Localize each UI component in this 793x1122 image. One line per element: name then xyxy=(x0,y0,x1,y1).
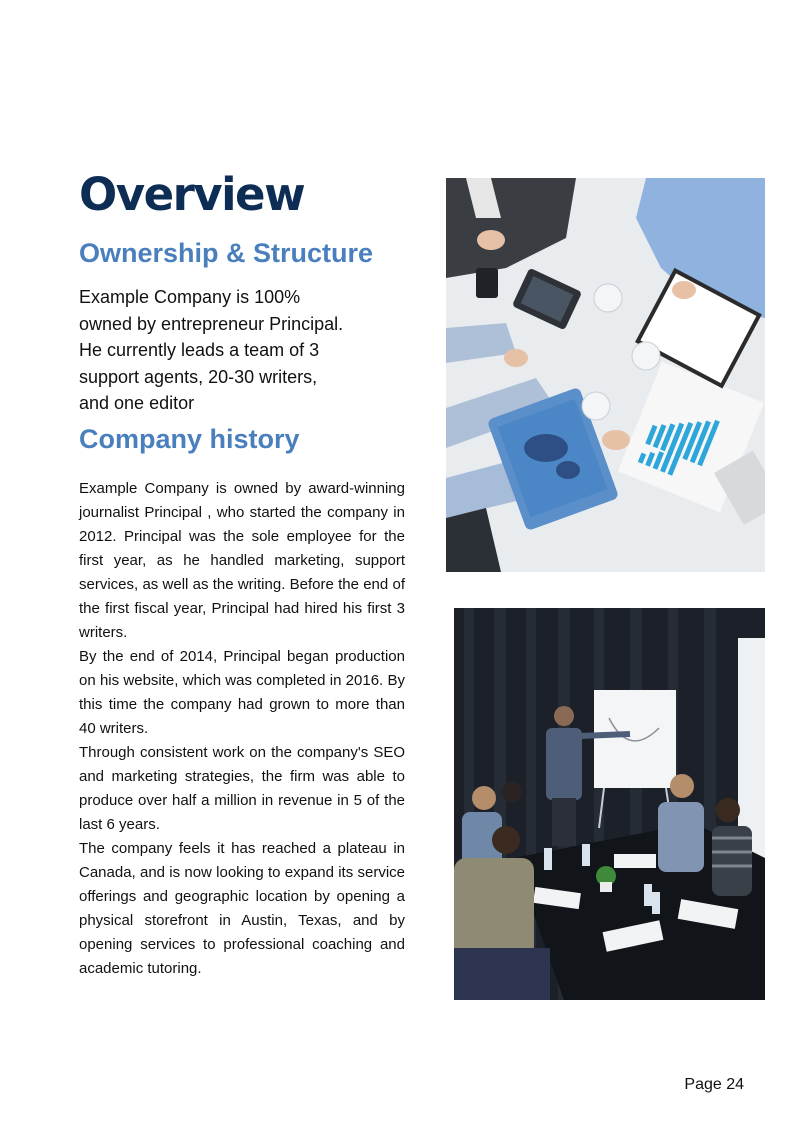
ownership-line: and one editor xyxy=(79,393,195,413)
presentation-photo xyxy=(454,608,765,1000)
history-paragraph: By the end of 2014, Principal began production on his website, which was completed in 2016. By this time the company had grown to more than 40 writers. xyxy=(79,648,405,737)
ownership-line: support agents, 20-30 writers, xyxy=(79,366,318,387)
history-text xyxy=(79,477,405,981)
history-paragraph: Example Company is owned by award-winning journalist Principal , who started the company in 2012. Principal was the sole employee for the first year, as he handled marketing, support services, as well as the writing. Before the end of the first fiscal year, Principal had hired his first 3 writers. xyxy=(79,480,405,641)
ownership-heading: Ownership & Structure xyxy=(79,238,374,268)
ownership-text xyxy=(79,284,379,417)
ownership-line: He currently leads a team of 3 xyxy=(79,340,320,360)
page-title: Overview xyxy=(79,168,305,221)
meeting-table-photo xyxy=(446,178,765,572)
ownership-line: owned by entrepreneur Principal. xyxy=(79,313,344,334)
ownership-line: Example Company is 100% xyxy=(79,287,301,307)
history-paragraph: The company feels it has reached a plateau in Canada, and is now looking to expand its service offerings and geographic location by opening a physical storefront in Austin, Texas, and by opening services to professional coaching and academic tutoring. xyxy=(79,840,405,977)
history-heading: Company history xyxy=(79,424,300,454)
page-number: Page 24 xyxy=(684,1076,744,1093)
history-paragraph: Through consistent work on the company's SEO and marketing strategies, the firm was able to produce over half a million in revenue in 5 of the last 6 years. xyxy=(79,744,405,833)
